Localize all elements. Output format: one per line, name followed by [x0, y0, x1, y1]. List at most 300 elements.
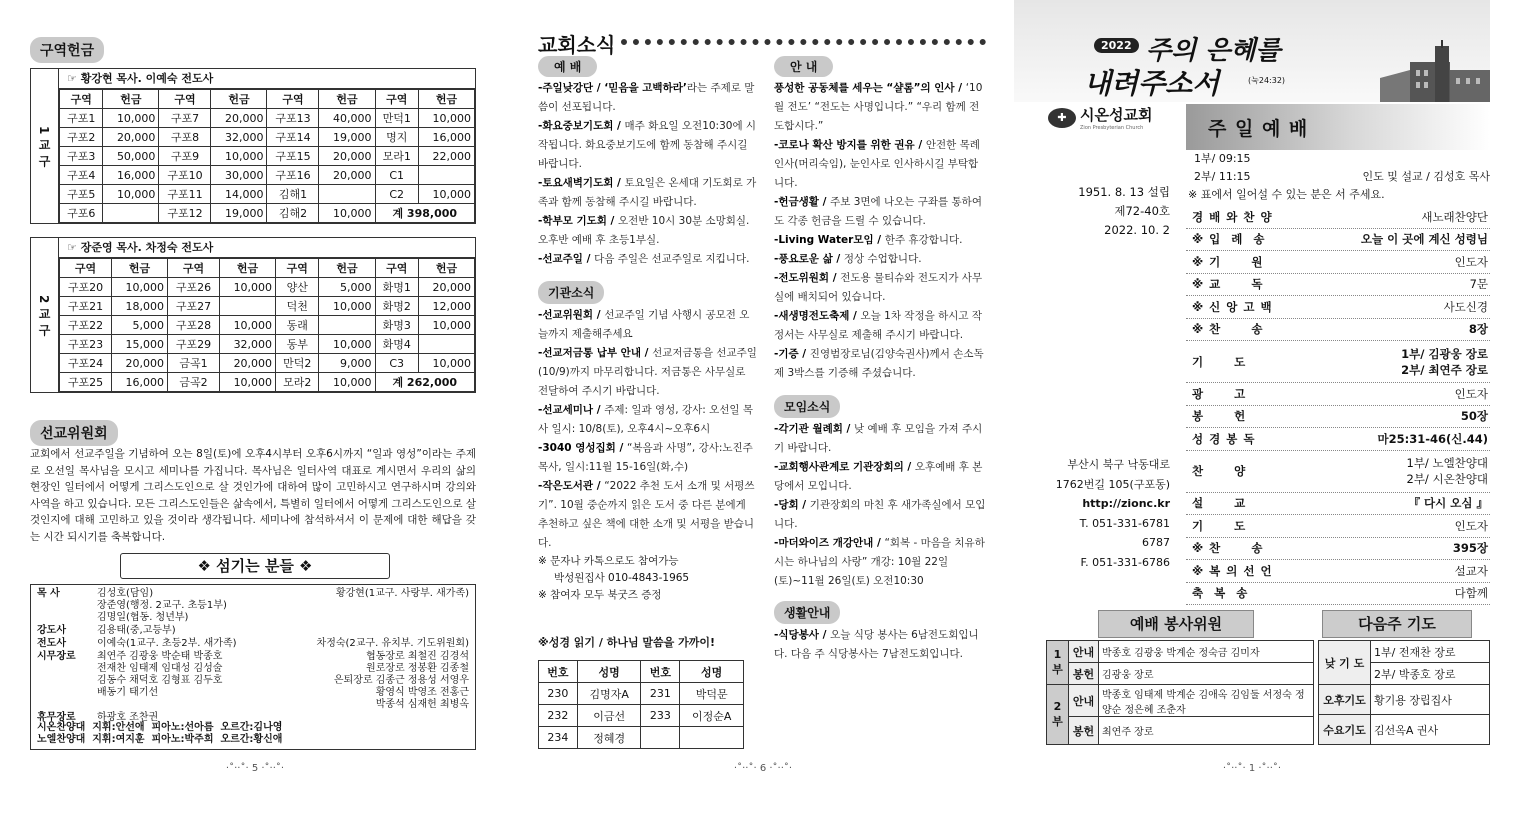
table-cell: C3: [375, 354, 418, 373]
page-6: [538, 0, 988, 832]
table-cell: 이정순A: [680, 705, 744, 727]
news-item: [774, 458, 986, 496]
table-cell: 구포23: [60, 335, 112, 354]
org-tag: 기관소식: [538, 281, 604, 304]
news-item-text: 오늘 1차 작정을 하시고 작정서는 사무실로 제출해 주시기 바랍니다.: [774, 310, 982, 341]
leader: 인도 및 설교 / 김성호 목사: [1362, 170, 1490, 183]
table-cell: 10,000: [319, 204, 375, 223]
table-row: [1047, 685, 1314, 717]
table-cell: 32,000: [220, 335, 276, 354]
table-cell: 9,000: [319, 354, 375, 373]
table-cell: 구포8: [159, 128, 211, 147]
prayer-title: 다음주 기도: [1322, 610, 1472, 638]
group2-table: [59, 258, 475, 392]
order-row: [1186, 341, 1490, 383]
service-order: [1186, 150, 1490, 605]
names-cell: 최연주 장로: [1099, 717, 1314, 745]
role-cell: 봉헌: [1069, 663, 1099, 685]
server-names-2: [287, 625, 469, 637]
order-row: [1186, 583, 1490, 606]
table-cell: 구포11: [159, 185, 211, 204]
news-item: [538, 439, 758, 477]
news-item-title: -학부모 기도회 /: [538, 215, 619, 227]
mission-text: 교회에서 선교주일을 기념하여 오는 8일(토)에 오후4시부터 오후6시까지 “일과 영성”이라는 주제로 오선일 목사님을 모시고 세미나를 가집니다. 목사님은 일터사역 대표로 계시면서 우리의 삶의 현장인 일터에서 어떻게 그리스도인으로 살 것인가에 대하여 많이 고민하시고 연구하시며 강의와 사역을 하고 있습니다. 모든 그리스도인들은 삶속에서, 특별히 일터에서 어떻게 그리스도인으로 살 것인지에 대해 고민하고 있을 것이라 생각됩니다. 세미나에 참석하셔서 이 문제에 대한 해답을 갖는 시간 되시기를 축복합니다.: [30, 448, 476, 543]
news-item-title: -각기관 월례회 /: [774, 423, 855, 435]
org-note: ※ 참여자 모두 북굿즈 증정: [538, 589, 662, 601]
church-building-image: [1380, 40, 1490, 102]
names-cell: 박종호 김광웅 박계순 정숙금 김미자: [1099, 641, 1314, 663]
table-cell: 구포3: [60, 147, 103, 166]
table-cell: 16,000: [418, 128, 474, 147]
address-line: 1762번길 105(구포동): [1055, 477, 1170, 491]
table-cell: 32,000: [211, 128, 267, 147]
news-item-text: 매주 화요일 오전10:30에 시작됩니다. 화요중보기도에 함께 동참해 주시길 바랍니다.: [538, 120, 757, 170]
table-cell: 화명3: [375, 316, 418, 335]
meeting-tag: 모임소식: [774, 395, 840, 418]
table-cell: 20,000: [319, 166, 375, 185]
news-item-text: 한주 휴강합니다.: [884, 234, 963, 246]
table-cell: 12,000: [418, 297, 474, 316]
order-value: 50장: [1460, 409, 1488, 424]
table-row: [539, 705, 744, 727]
table-row: [60, 166, 475, 185]
table-cell: 구포25: [60, 373, 112, 392]
server-names: 하광호 조찬권: [97, 712, 159, 723]
order-value: 사도신경: [1443, 299, 1488, 314]
prayer-name: 황기용 장립집사: [1371, 685, 1490, 715]
table-row: [1047, 663, 1314, 685]
page-number-5: ·˚‧·˚‧ 5 ‧˚·‧˚·: [225, 763, 285, 774]
order-label: 봉 헌: [1192, 409, 1247, 424]
news-left: [538, 56, 758, 749]
table-cell: [641, 727, 680, 749]
news-item-text: 낮 예배 후 모임을 가져 주시기 바랍니다.: [774, 423, 983, 454]
column-header: 헌금: [103, 90, 159, 109]
table-cell: 화명4: [375, 335, 418, 354]
table-cell: [103, 204, 159, 223]
bible-reading-table: [538, 660, 744, 749]
news-item-text: 오늘 식당 봉사는 6남전도회입니다. 다음 주 식당봉사는 7남전도회입니다.: [774, 629, 979, 660]
prayer-type: 낮 기 도: [1319, 641, 1371, 685]
news-item: [538, 401, 758, 439]
news-item: [538, 344, 758, 401]
table-cell: 계 262,000: [375, 373, 475, 392]
table-cell: 이금선: [577, 705, 641, 727]
column-header: 헌금: [220, 259, 276, 278]
table-cell: 구포22: [60, 316, 112, 335]
table-row: [1047, 717, 1314, 745]
time-1: 1부/ 09:15: [1194, 152, 1251, 165]
order-value: 마25:31-46(신.44): [1377, 431, 1488, 446]
table-cell: 금곡1: [168, 354, 220, 373]
server-names: 이예숙(1교구. 초등2부. 새가족): [97, 638, 237, 649]
group1-pastor: ☞ 황강현 목사. 이예숙 전도사: [59, 69, 475, 89]
table-cell: C1: [375, 166, 418, 185]
est-line: 제72-40호: [1114, 204, 1170, 218]
table-cell: 구포9: [159, 147, 211, 166]
table-cell: 구포4: [60, 166, 103, 185]
column-header: 구역: [375, 259, 418, 278]
news-item-text: 주보 3면에 나오는 구좌를 통하여도 각종 헌금을 드릴 수 있습니다.: [774, 196, 982, 227]
column-header: 헌금: [319, 90, 375, 109]
address-info: [1034, 455, 1170, 572]
table-cell: 234: [539, 727, 578, 749]
table-row: [60, 354, 475, 373]
news-item: [774, 496, 986, 534]
volunteer-title: 예배 봉사위원: [1098, 610, 1254, 638]
group-cell: 1부: [1047, 641, 1069, 685]
group1-block: [30, 68, 476, 224]
table-cell: 10,000: [418, 185, 474, 204]
server-row: [37, 625, 469, 637]
column-header: 구역: [267, 90, 319, 109]
mission-committee-tag: 선교위원회: [30, 420, 118, 446]
table-header-row: [539, 661, 744, 683]
news-item-text: 안전한 목례인사(머리숙임), 눈인사로 인사하시길 부탁합니다.: [774, 139, 980, 189]
order-value: 1부/ 노엘찬양대 2부/ 시온찬양대: [1406, 456, 1488, 486]
news-item-text: 선교저금통을 선교주일(10/9)까지 마무리합니다. 저금통은 사무실로 전달하여 주시기 바랍니다.: [538, 347, 757, 397]
table-cell: 덕천: [276, 297, 319, 316]
column-header: 헌금: [418, 90, 474, 109]
table-cell: 구포21: [60, 297, 112, 316]
role-cell: 안내: [1069, 685, 1099, 717]
news-item: [774, 626, 986, 664]
servers-list: [37, 588, 469, 724]
table-cell: [680, 727, 744, 749]
news-item: [774, 193, 986, 231]
news-item-text: “복음과 사명”, 강사:노진주 목사, 일시:11월 15-16일(화,수): [538, 442, 753, 473]
prayer-name: 김선옥A 권사: [1371, 715, 1490, 745]
table-cell: [319, 185, 375, 204]
table-cell: 구포29: [168, 335, 220, 354]
table-cell: 구포26: [168, 278, 220, 297]
order-value: 395장: [1452, 541, 1488, 556]
news-item-text: 주제: 일과 영성, 강사: 오선일 목사 일시: 10/8(토), 오후4시~오후6시: [538, 404, 754, 435]
est-line: 1951. 8. 13 설립: [1078, 185, 1170, 199]
column-header: 헌금: [112, 259, 168, 278]
table-cell: 명지: [375, 128, 418, 147]
table-cell: 40,000: [319, 109, 375, 128]
news-item: [538, 306, 758, 344]
table-cell: 20,000: [418, 278, 474, 297]
table-header-row: [60, 90, 475, 109]
names-cell: 김광웅 장로: [1099, 663, 1314, 685]
order-value: 1부/ 김광웅 장로 2부/ 최연주 장로: [1401, 346, 1488, 377]
prayer-type: 수요기도: [1319, 715, 1371, 745]
table-cell: 구포5: [60, 185, 103, 204]
worship-tag: 예 배: [538, 56, 597, 77]
table-cell: 구포20: [60, 278, 112, 297]
server-names-2: [287, 712, 469, 724]
table-cell: 구포1: [60, 109, 103, 128]
server-role: 휴무장로: [37, 712, 76, 723]
news-item-title: -헌금생활 /: [774, 196, 831, 208]
table-row: [1319, 715, 1490, 745]
order-row: [1186, 451, 1490, 493]
table-cell: 구포14: [267, 128, 319, 147]
order-value: 7문: [1469, 277, 1488, 292]
life-tag: 생활안내: [774, 601, 840, 624]
order-label: ※ 복 의 선 언: [1192, 563, 1273, 578]
news-item-title: -선교위원회 /: [538, 309, 605, 321]
table-cell: 5,000: [112, 316, 168, 335]
choir-line: 시온찬양대 지휘:안선애 피아노:선아름 오르간:김나영: [37, 722, 283, 733]
news-item: [774, 79, 986, 136]
table-cell: 구포24: [60, 354, 112, 373]
order-label: 설 교: [1192, 496, 1247, 511]
org-note: 박성원집사 010-4843-1965: [554, 572, 690, 584]
page-number-6: ·˚‧·˚‧ 6 ‧˚·‧˚·: [733, 763, 793, 774]
page-1: [1014, 0, 1490, 832]
table-row: [60, 316, 475, 335]
server-role: 강도사: [37, 625, 66, 636]
news-item: [538, 117, 758, 174]
table-row: [60, 335, 475, 354]
district-offering-tag: 구역헌금: [30, 37, 104, 63]
news-item: [774, 534, 986, 591]
news-item: [538, 174, 758, 212]
server-names: 김성호(담임) 장준영(행정. 2교구. 초등1부) 김명일(협동. 청년부): [97, 588, 227, 623]
order-value: 인도자: [1454, 386, 1488, 401]
prayer-name: 2부/ 박종호 장로: [1371, 663, 1490, 685]
servers-title: ❖ 섬기는 분들 ❖: [120, 553, 390, 579]
time-2: 2부/ 11:15: [1194, 170, 1251, 183]
news-item-title: -식당봉사 /: [774, 629, 831, 641]
order-label: 성 경 봉 독: [1192, 431, 1256, 446]
table-cell: 50,000: [103, 147, 159, 166]
column-header: 성명: [680, 661, 744, 683]
news-item: [774, 345, 986, 383]
stand-note: ※ 표에서 일어설 수 있는 분은 서 주세요.: [1188, 188, 1385, 201]
table-cell: 18,000: [112, 297, 168, 316]
table-cell: 10,000: [418, 109, 474, 128]
news-item-text: “2022 추천 도서 소개 및 서평쓰기”. 10월 중순까지 읽은 도서 중 다른 분에게 추천하고 싶은 책에 대한 소개 및 서평을 받습니다.: [538, 480, 755, 549]
order-label: 찬 양: [1192, 464, 1247, 478]
table-row: [1319, 641, 1490, 663]
order-label: 기 도: [1192, 518, 1247, 533]
order-label: ※ 교 독: [1192, 277, 1264, 292]
group2-label: 2 교 구: [31, 238, 59, 392]
news-item-title: -코로나 확산 방지를 위한 권유 /: [774, 139, 926, 151]
news-item-text: 기관장회의 마친 후 새가족실에서 모입니다.: [774, 499, 986, 530]
news-item-title: -화요중보기도회 /: [538, 120, 625, 132]
news-item-text: 정상 수업합니다.: [843, 253, 922, 265]
table-cell: 10,000: [319, 297, 375, 316]
table-cell: 동부: [276, 335, 319, 354]
table-cell: 14,000: [211, 185, 267, 204]
group1-table: [59, 89, 475, 223]
column-header: 구역: [60, 259, 112, 278]
order-row: [1186, 428, 1490, 451]
service-title-bar: 주 일 예 배: [1186, 104, 1490, 150]
table-cell: 10,000: [103, 109, 159, 128]
table-cell: 구포12: [159, 204, 211, 223]
table-cell: 10,000: [211, 147, 267, 166]
order-label: 광 고: [1192, 386, 1247, 401]
news-item-title: -선교주일 /: [538, 253, 595, 265]
table-cell: 구포28: [168, 316, 220, 335]
table-cell: 정혜경: [577, 727, 641, 749]
table-row: [60, 185, 475, 204]
table-cell: 만덕2: [276, 354, 319, 373]
table-cell: 20,000: [319, 147, 375, 166]
table-cell: 231: [641, 683, 680, 705]
order-label: ※ 입 례 송: [1192, 232, 1266, 247]
year-badge: 2022: [1094, 38, 1139, 53]
table-cell: 16,000: [112, 373, 168, 392]
table-row: [60, 128, 475, 147]
role-cell: 안내: [1069, 641, 1099, 663]
news-item-title: -새생명전도축제 /: [774, 310, 861, 322]
table-cell: [418, 166, 474, 185]
table-cell: 구포6: [60, 204, 103, 223]
news-item: [774, 250, 986, 269]
banner-title-1: 주의 은혜를: [1146, 36, 1281, 66]
table-cell: 모라1: [375, 147, 418, 166]
column-header: 헌금: [418, 259, 474, 278]
servers-box: [30, 584, 476, 750]
table-row: [60, 297, 475, 316]
column-header: 구역: [375, 90, 418, 109]
news-item: [774, 269, 986, 307]
server-row: [37, 588, 469, 624]
order-value: 오늘 이 곳에 계신 성령님: [1360, 232, 1488, 247]
table-cell: 10,000: [319, 335, 375, 354]
page-number-1: ·˚‧·˚‧ 1 ‧˚·‧˚·: [1222, 763, 1282, 774]
address-line: http://zionc.kr: [1082, 497, 1170, 510]
table-cell: 15,000: [112, 335, 168, 354]
table-cell: 구포10: [159, 166, 211, 185]
column-header: 구역: [159, 90, 211, 109]
table-cell: 금곡2: [168, 373, 220, 392]
table-cell: 김해1: [267, 185, 319, 204]
church-logo: ✚ 시온성교회 Zion Presbyterian Church: [1048, 104, 1152, 131]
table-cell: 10,000: [112, 278, 168, 297]
server-role: 시무장로: [37, 651, 76, 662]
order-value: 설교자: [1454, 563, 1488, 578]
table-row: [60, 109, 475, 128]
news-item-title: -당회 /: [774, 499, 810, 511]
news-item-title: -풍요로운 삶 /: [774, 253, 844, 265]
column-header: 번호: [641, 661, 680, 683]
news-item-text: 선교주일 기념 사행시 공모전 오늘까지 제출해주세요: [538, 309, 750, 340]
table-cell: 양산: [276, 278, 319, 297]
order-row: [1186, 206, 1490, 229]
address-line: 6787: [1142, 536, 1170, 549]
table-cell: 10,000: [418, 354, 474, 373]
table-row: [1047, 641, 1314, 663]
volunteer-table: [1046, 640, 1314, 745]
table-cell: 구포2: [60, 128, 103, 147]
table-row: [539, 683, 744, 705]
order-row: [1186, 538, 1490, 561]
news-item: [538, 477, 758, 553]
group-cell: 2부: [1047, 685, 1069, 745]
table-cell: 22,000: [418, 147, 474, 166]
news-item: [538, 79, 758, 117]
server-role: 목 사: [37, 588, 60, 599]
news-title: 교회소식: [538, 30, 986, 56]
news-item-text: 라는 주제로 말씀이 선포됩니다.: [538, 82, 755, 113]
order-row: [1186, 229, 1490, 252]
order-row: [1186, 493, 1490, 516]
server-names: 최연주 김광웅 박순태 박종호 전재찬 임태제 임대성 김성술 김동수 채덕호 김형표 김두호 배동기 태기선: [97, 651, 223, 698]
names-cell: 박종호 임태제 박계순 김애옥 김임둘 서정숙 정양순 정은혜 조춘자: [1099, 685, 1314, 717]
banner-verse: (눅24:32): [1248, 76, 1286, 85]
table-cell: 만덕1: [375, 109, 418, 128]
news-item-title: 풍성한 공동체를 세우는 “샬롬”의 인사 /: [774, 82, 966, 94]
news-item-title: -3040 영성집회 /: [538, 442, 627, 454]
notice-tag: 안 내: [774, 56, 833, 77]
table-cell: 화명1: [375, 278, 418, 297]
order-label: ※ 신 앙 고 백: [1192, 299, 1273, 314]
banner-title-2: 내려주소서: [1084, 67, 1220, 100]
table-cell: [220, 297, 276, 316]
table-cell: 박덕문: [680, 683, 744, 705]
table-cell: 5,000: [319, 278, 375, 297]
table-cell: 10,000: [220, 373, 276, 392]
table-cell: 모라2: [276, 373, 319, 392]
table-cell: [418, 335, 474, 354]
order-value: 『 다시 오심 』: [1408, 496, 1488, 511]
news-item-title: -전도위원회 /: [774, 272, 841, 284]
news-item-title: -교회행사관계로 기관장회의 /: [774, 461, 915, 473]
column-header: 헌금: [319, 259, 375, 278]
news-item-title: -선교세미나 /: [538, 404, 605, 416]
table-cell: 19,000: [319, 128, 375, 147]
news-item-title: -마더와이즈 개강안내 /: [774, 537, 885, 549]
order-label: ※ 찬 송: [1192, 541, 1264, 556]
news-item-text: 다음 주일은 선교주일로 지킵니다.: [594, 253, 750, 265]
column-header: 구역: [60, 90, 103, 109]
table-row: [60, 204, 475, 223]
order-row: [1186, 515, 1490, 538]
order-value: 인도자: [1454, 518, 1488, 533]
table-cell: [319, 316, 375, 335]
server-names: 김용태(중,고등부): [97, 625, 176, 636]
news-item: [774, 420, 986, 458]
server-role: 전도사: [37, 638, 66, 649]
order-value: 인도자: [1454, 254, 1488, 269]
column-header: 헌금: [211, 90, 267, 109]
column-header: 성명: [577, 661, 641, 683]
table-cell: 232: [539, 705, 578, 727]
news-item: [538, 250, 758, 269]
table-cell: C2: [375, 185, 418, 204]
table-cell: 화명2: [375, 297, 418, 316]
order-row: [1186, 319, 1490, 342]
news-item-title: -기증 /: [774, 348, 810, 360]
order-label: ※ 찬 송: [1192, 322, 1264, 337]
table-cell: 김명자A: [577, 683, 641, 705]
column-header: 구역: [276, 259, 319, 278]
order-value: 8장: [1468, 322, 1488, 337]
news-item-text: 토요일은 온세대 기도회로 가족과 함께 동참해 주시길 바랍니다.: [538, 177, 757, 208]
org-note: ※ 문자나 카톡으로도 참여가능: [538, 555, 679, 567]
address-line: F. 051-331-6786: [1080, 555, 1170, 569]
table-row: [60, 147, 475, 166]
est-line: 2022. 10. 2: [1104, 223, 1170, 237]
table-cell: 동래: [276, 316, 319, 335]
server-names-2: 협동장로 최철진 김경석 원로장로 정봉환 김종철 은퇴장로 김종근 정용성 서영우 황영식 박영조 전홍근 박종석 심재헌 최병옥: [333, 651, 469, 710]
table-cell: 10,000: [220, 316, 276, 335]
server-names-2: 황강현(1교구. 사랑부. 새가족): [335, 588, 469, 599]
news-item-text: 전도용 물티슈와 전도지가 사무실에 배치되어 있습니다.: [774, 272, 983, 303]
table-cell: 구포27: [168, 297, 220, 316]
table-cell: 30,000: [211, 166, 267, 185]
order-label: 경 배 와 찬 양: [1192, 209, 1273, 224]
table-cell: 구포16: [267, 166, 319, 185]
